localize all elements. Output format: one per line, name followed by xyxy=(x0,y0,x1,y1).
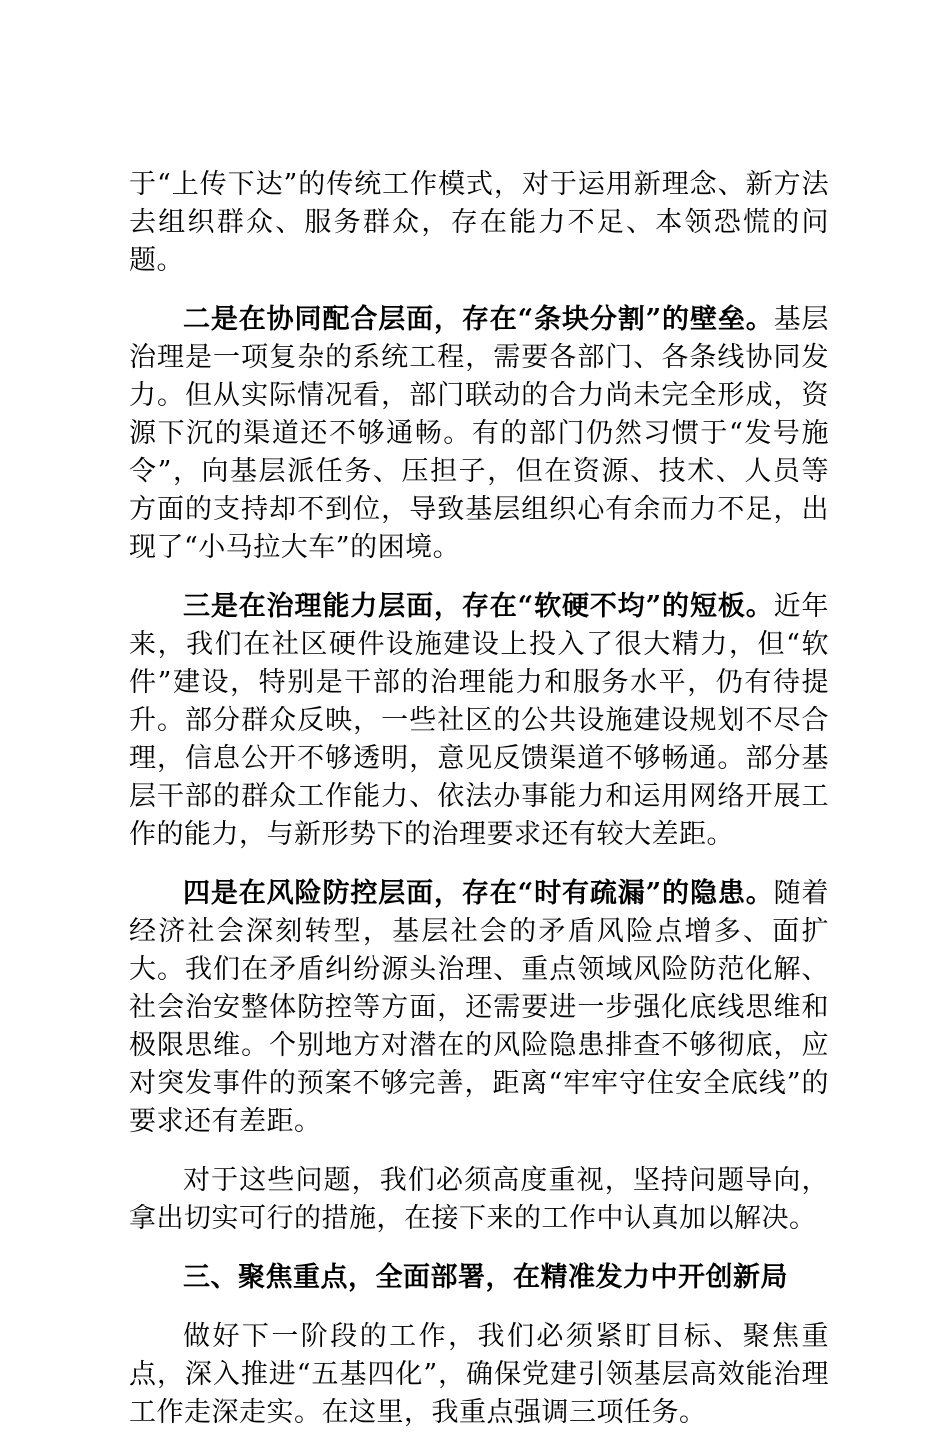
paragraph-lead: 四是在风险防控层面，存在“时有疏漏”的隐患。 xyxy=(183,878,774,909)
paragraph-summary xyxy=(129,1162,829,1238)
section-heading: 三、聚焦重点，全面部署，在精准发力中开创新局 xyxy=(183,1262,788,1293)
paragraph-coordination xyxy=(129,301,829,567)
paragraph-closing xyxy=(129,1318,829,1432)
paragraph-text: 于“上传下达”的传统工作模式，对于运用新理念、新方法去组织群众、服务群众，存在能力不足、本领恐慌的问题。 xyxy=(129,169,829,276)
paragraph-lead: 二是在协同配合层面，存在“条块分割”的壁垒。 xyxy=(183,304,774,335)
paragraph-text: 做好下一阶段的工作，我们必须紧盯目标、聚焦重点，深入推进“五基四化”，确保党建引领基层高效能治理工作走深走实。在这里，我重点强调三项任务。 xyxy=(129,1321,829,1428)
paragraph-capability xyxy=(129,588,829,854)
paragraph-text: 对于这些问题，我们必须高度重视，坚持问题导向，拿出切实可行的措施，在接下来的工作中认真加以解决。 xyxy=(129,1165,829,1234)
paragraph-lead: 三是在治理能力层面，存在“软硬不均”的短板。 xyxy=(183,591,774,622)
paragraph-text: 近年来，我们在社区硬件设施建设上投入了很大精力，但“软件”建设，特别是干部的治理能力和服务水平，仍有待提升。部分群众反映，一些社区的公共设施建设规划不尽合理，信息公开不够透明，意见反馈渠道不够畅通。部分基层干部的群众工作能力、依法办事能力和运用网络开展工作的能力，与新形势下的治理要求还有较大差距。 xyxy=(129,591,829,850)
paragraph-continuation xyxy=(129,166,829,280)
paragraph-text: 随着经济社会深刻转型，基层社会的矛盾风险点增多、面扩大。我们在矛盾纠纷源头治理、重点领域风险防范化解、社会治安整体防控等方面，还需要进一步强化底线思维和极限思维。个别地方对潜在的风险隐患排查不够彻底，应对突发事件的预案不够完善，距离“牢牢守住安全底线”的要求还有差距。 xyxy=(129,878,829,1137)
paragraph-text: 基层治理是一项复杂的系统工程，需要各部门、各条线协同发力。但从实际情况看，部门联动的合力尚未完全形成，资源下沉的渠道还不够通畅。有的部门仍然习惯于“发号施令”，向基层派任务、压担子，但在资源、技术、人员等方面的支持却不到位，导致基层组织心有余而力不足，出现了“小马拉大车”的困境。 xyxy=(129,304,829,563)
paragraph-risk xyxy=(129,875,829,1141)
document-body xyxy=(129,166,829,1453)
